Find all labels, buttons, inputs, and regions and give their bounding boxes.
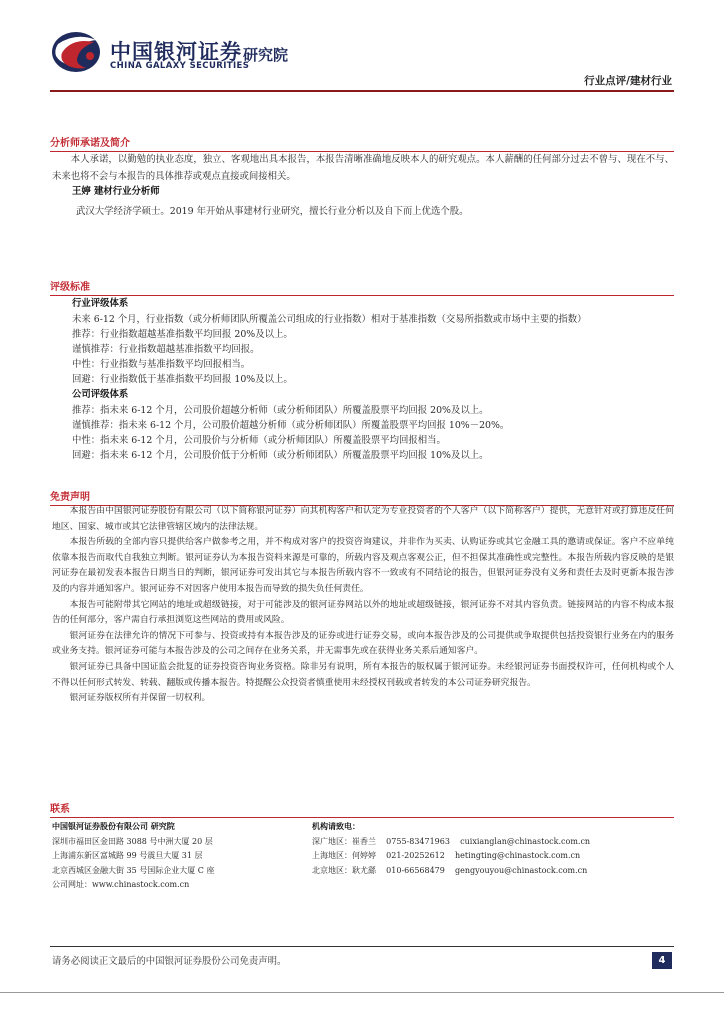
rating-section-title: 评级标准	[50, 278, 674, 296]
footer-notice: 请务必阅读正文最后的中国银河证券股份公司免责声明。	[52, 956, 287, 967]
galaxy-logo-icon	[50, 30, 106, 74]
industry-rating-line: 中性：行业指数与基准指数平均回报相当。	[72, 359, 251, 370]
contact-company: 中国银河证券股份有限公司 研究院	[52, 822, 175, 831]
institute-label: 研究院	[243, 46, 289, 64]
page-bottom-rule	[0, 992, 724, 993]
header-divider	[50, 90, 674, 92]
analyst-name-title: 王婷 建材行业分析师	[72, 186, 160, 197]
institution-contact-row: 北京地区：耿尤繇 010-66568479 gengyouyou@chinastock.com.cn	[312, 865, 588, 875]
disclaimer-paragraph: 本报告可能附带其它网站的地址或超级链接，对于可能涉及的银河证券网站以外的地址或超级链接，银河证券不对其内容负责。链接网站的内容不构成本报告的任何部分，客户需自行承担浏览这些网站的费用或风险。	[52, 599, 674, 626]
analyst-bio: 武汉大学经济学硕士。2019 年开始从事建材行业研究，擅长行业分析以及自下而上优选个股。	[76, 206, 469, 217]
analyst-section-title: 分析师承诺及简介	[50, 134, 674, 152]
contact-institution-block	[312, 820, 590, 878]
disclaimer-paragraph: 银河证券版权所有并保留一切权利。	[69, 693, 211, 704]
contact-address: 北京西城区金融大街 35 号国际企业大厦 C 座	[52, 865, 215, 875]
contact-section-title: 联系	[50, 800, 674, 818]
industry-rating-line: 推荐：行业指数超越基准指数平均回报 20%及以上。	[72, 329, 293, 340]
disclaimer-paragraph: 银河证券已具备中国证监会批复的证券投资咨询业务资格。除非另有说明，所有本报告的版权属于银河证券。未经银河证券书面授权许可，任何机构或个人不得以任何形式转发、转载、翻版或传播本报告。特提醒公众投资者慎重使用未经授权刊载或者转发的本公司证券研究报告。	[52, 661, 674, 688]
contact-company-block	[52, 820, 214, 893]
report-category: 行业点评/建材行业	[584, 75, 672, 87]
disclaimer-body	[52, 504, 674, 707]
contact-address: 上海浦东新区富城路 99 号震旦大厦 31 层	[52, 851, 203, 860]
disclaimer-paragraph: 银河证券在法律允许的情况下可参与、投资或持有本报告涉及的证券或进行证券交易，或向本报告涉及的公司提供或争取提供包括投资银行业务在内的服务或业务支持。银河证券可能与本报告涉及的公司之间存在业务关系，并无需事先或在获得业务关系后通知客户。	[52, 630, 674, 657]
industry-rating-line: 回避：行业指数低于基准指数平均回报 10%及以上。	[72, 374, 293, 385]
page-number: 4	[652, 952, 672, 969]
industry-rating-head: 行业评级体系	[72, 298, 129, 309]
company-rating-head: 公司评级体系	[72, 389, 129, 400]
footer-divider	[50, 946, 674, 947]
disclaimer-paragraph: 本报告所载的全部内容只提供给客户做参考之用，并不构成对客户的投资咨询建议，并非作为买卖、认购证券或其它金融工具的邀请或保证。客户不应单纯依靠本报告而取代自我独立判断。银河证券认为本报告资料来源是可靠的，所载内容及观点客观公正，但不担保其准确性或完整性。本报告所载内容反映的是银河证券在最初发表本报告日期当日的判断，银河证券可发出其它与本报告所载内容不一致或有不同结论的报告，但银河证券没有义务和责任去及时更新本报告涉及的内容并通知客户。银河证券不对因客户使用本报告而导致的损失负任何责任。	[52, 537, 674, 594]
brand-name-cn: 中国银河证券	[110, 40, 242, 64]
brand-name-en: CHINA GALAXY SECURITIES	[110, 61, 250, 71]
company-rating-line: 中性：指未来 6-12 个月，公司股价与分析师（或分析师团队）所覆盖股票平均回报相当。	[72, 435, 446, 446]
company-rating-line: 谨慎推荐：指未来 6-12 个月，公司股价超越分析师（或分析师团队）所覆盖股票平均回报 10%－20%。	[72, 420, 510, 431]
company-rating-line: 回避：指未来 6-12 个月，公司股价低于分析师（或分析师团队）所覆盖股票平均回报 10%及以上。	[72, 450, 489, 461]
page-header	[0, 0, 724, 100]
contact-address: 深圳市福田区金田路 3088 号中洲大厦 20 层	[52, 836, 213, 846]
company-rating-line: 推荐：指未来 6-12 个月，公司股价超越分析师（或分析师团队）所覆盖股票平均回报 20%及以上。	[72, 405, 489, 416]
industry-rating-line: 谨慎推荐：行业指数超越基准指数平均回报。	[72, 344, 260, 355]
institution-contact-head: 机构请致电：	[312, 822, 360, 831]
analyst-commitment: 本人承诺，以勤勉的执业态度，独立、客观地出具本报告，本报告清晰准确地反映本人的研究观点。本人薪酬的任何部分过去不曾与、现在不与、未来也将不会与本报告的具体推荐或观点直接或间接相关。	[52, 154, 674, 182]
industry-rating-line: 未来 6-12 个月，行业指数（或分析师团队所覆盖公司组成的行业指数）相对于基准指数（交易所指数或市场中主要的指数）	[72, 314, 587, 325]
disclaimer-section-title: 免责声明	[50, 488, 674, 506]
disclaimer-paragraph: 本报告由中国银河证券股份有限公司（以下简称银河证券）向其机构客户和认定为专业投资者的个人客户（以下简称客户）提供，无意针对或打算违反任何地区、国家、城市或其它法律管辖区域内的法律法规。	[52, 506, 674, 532]
contact-website: 公司网址：www.chinastock.com.cn	[52, 880, 190, 889]
institution-contact-row: 上海地区：何婷婷 021-20252612 hetingting@chinastock.com.cn	[312, 851, 581, 860]
institution-contact-row: 深广地区：崔香兰 0755-83471963 cuixianglan@chinastock.com.cn	[312, 836, 591, 846]
